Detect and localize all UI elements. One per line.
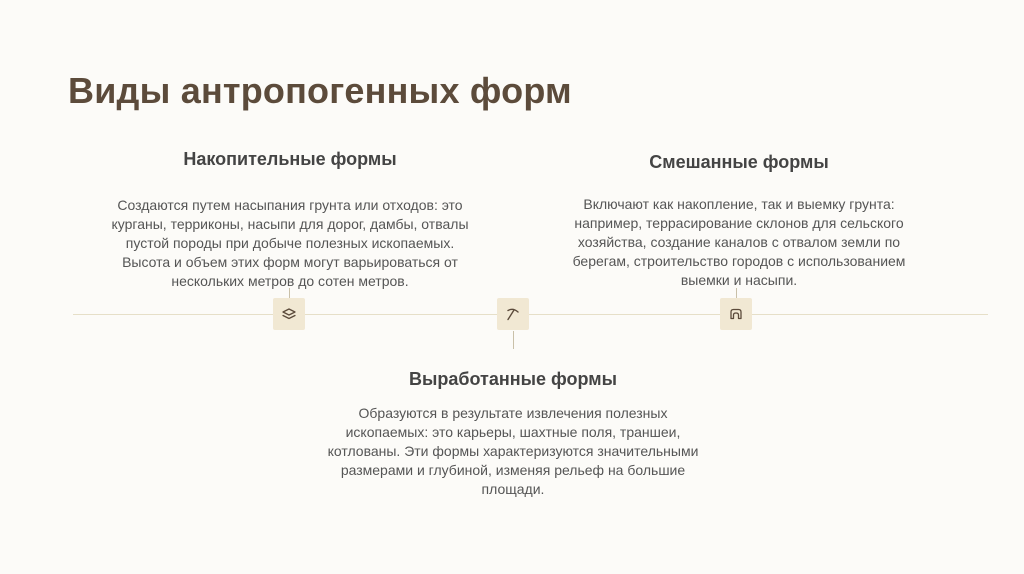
card-accumulative-forms [79,149,501,291]
arch-icon [728,306,744,322]
card-text-line: площади. [481,481,545,497]
card-text-line: Высота и объем этих форм могут варьироваться от [122,254,458,270]
timeline-connector-excavated [513,331,514,349]
slide-title: Виды антропогенных форм [68,70,572,111]
card-text-line: берегам, строительство городов с использованием [572,253,906,269]
card-heading: Смешанные формы [649,152,829,172]
card-heading: Накопительные формы [183,149,397,169]
card-text-line: курганы, терриконы, насыпи для дорог, дамбы, отвалы [111,216,469,232]
timeline-marker-mixed [720,298,752,330]
card-text-line: выемки и насыпи. [680,272,798,288]
timeline-line [73,314,988,315]
card-text-line: Образуются в результате извлечения полезных [358,405,668,421]
card-text-line: хозяйства, создание каналов с отвалом земли по [577,234,901,250]
card-text-line: нескольких метров до сотен метров. [171,273,409,289]
card-text-line: например, террасирование склонов для сельского [574,215,904,231]
layers-icon [281,306,297,322]
timeline-marker-accumulative [273,298,305,330]
card-heading: Выработанные формы [409,369,617,389]
card-excavated-forms [301,369,725,499]
timeline-marker-excavated [497,298,529,330]
card-description [529,195,949,290]
card-text-line: Создаются путем насыпания грунта или отходов: это [117,197,463,213]
card-mixed-forms [529,152,949,290]
card-text-line: Включают как накопление, так и выемку грунта: [583,196,895,212]
card-text-line: котлованы. Эти формы характеризуются значительными [327,443,699,459]
card-description [301,404,725,499]
pickaxe-icon [505,306,521,322]
card-text-line: ископаемых: это карьеры, шахтные поля, траншеи, [345,424,681,440]
card-text-line: пустой породы при добыче полезных ископаемых. [125,235,455,251]
card-text-line: размерами и глубиной, изменяя рельеф на большие [340,462,686,478]
card-description [79,196,501,291]
